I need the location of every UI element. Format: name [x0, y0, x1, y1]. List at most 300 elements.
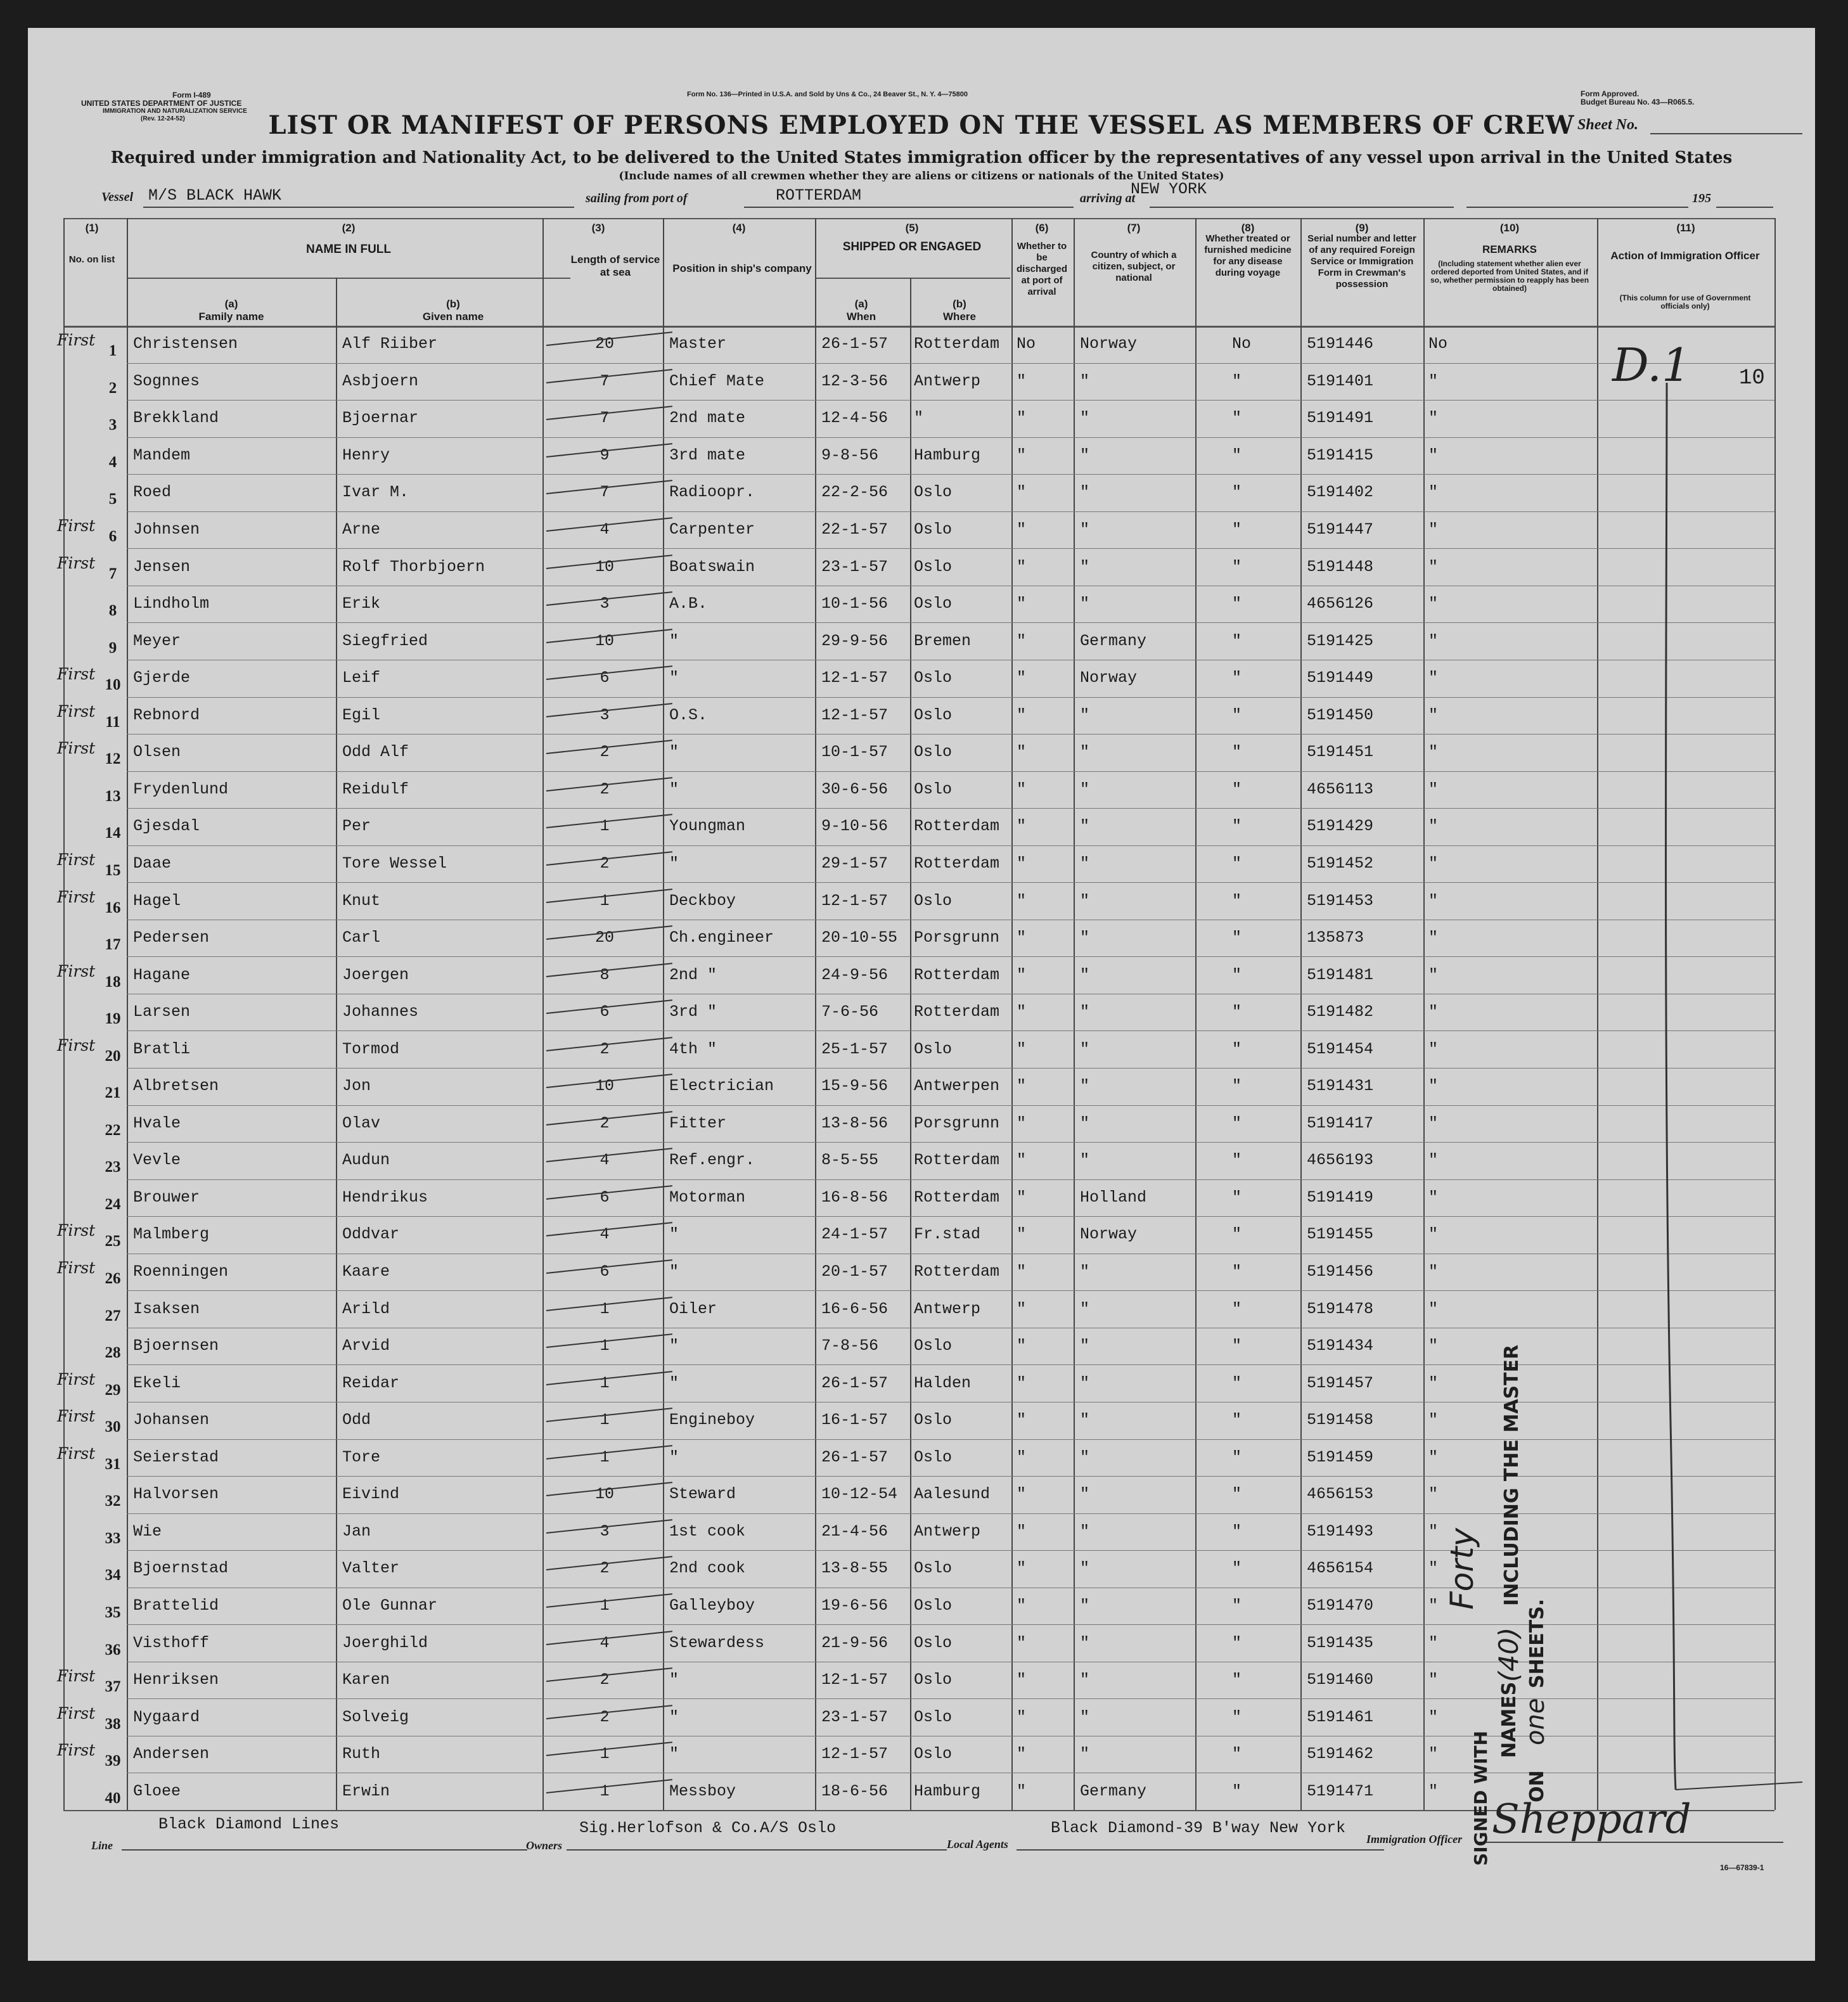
col5-number: (5) — [905, 222, 919, 234]
shipped-where: Oslo — [914, 1745, 953, 1764]
length-of-service: 1 — [600, 1337, 610, 1356]
discharged: " — [1017, 594, 1027, 613]
family-name: Hagel — [133, 891, 181, 910]
discharged: " — [1017, 1411, 1027, 1430]
remarks: " — [1428, 1707, 1439, 1726]
serial-number: 4656153 — [1307, 1485, 1374, 1504]
country: " — [1080, 371, 1090, 390]
given-name: Jon — [342, 1077, 371, 1096]
position: 3rd mate — [669, 446, 746, 465]
family-name: Halvorsen — [133, 1485, 219, 1504]
discharged: " — [1017, 1745, 1027, 1764]
position: Engineboy — [669, 1411, 755, 1430]
serial-number: 5191457 — [1307, 1373, 1374, 1392]
row-number: 15 — [105, 861, 121, 879]
remarks: " — [1428, 780, 1439, 799]
family-name: Brekkland — [133, 409, 219, 428]
position: " — [669, 1225, 679, 1244]
length-of-service: 3 — [600, 1522, 610, 1541]
serial-number: 5191452 — [1307, 854, 1374, 873]
shipped-when: 23-1-57 — [821, 1707, 889, 1726]
medicine: " — [1232, 705, 1242, 724]
family-name: Albretsen — [133, 1077, 219, 1096]
shipped-where: Oslo — [914, 1039, 953, 1058]
discharged: " — [1017, 780, 1027, 799]
col-given-name-header: (b) Given name — [422, 298, 484, 323]
shipped-when: 10-12-54 — [821, 1485, 898, 1504]
medicine: " — [1232, 1781, 1242, 1800]
given-name: Arne — [342, 520, 381, 539]
shipped-when: 13-8-55 — [821, 1559, 889, 1578]
serial-number: 5191401 — [1307, 371, 1374, 390]
vessel-name: M/S BLACK HAWK — [148, 186, 282, 205]
family-name: Vevle — [133, 1151, 181, 1170]
shipped-when: 23-1-57 — [821, 557, 889, 576]
remarks: " — [1428, 965, 1439, 984]
country: " — [1080, 1337, 1090, 1356]
shipped-when: 7-8-56 — [821, 1337, 879, 1356]
serial-number: 5191425 — [1307, 631, 1374, 650]
shipped-when: 10-1-57 — [821, 743, 889, 762]
medicine: " — [1232, 1299, 1242, 1318]
col-medicine-header: Whether treated or furnished medicine for any disease during voyage — [1204, 233, 1292, 278]
position: Boatswain — [669, 557, 755, 576]
printer-note: Form No. 136—Printed in U.S.A. and Sold by Uns & Co., 24 Beaver St., N. Y. 4—75800 — [687, 91, 968, 98]
serial-number: 5191450 — [1307, 705, 1374, 724]
medicine: " — [1232, 928, 1242, 947]
serial-number: 5191417 — [1307, 1113, 1374, 1133]
given-name: Reidar — [342, 1373, 400, 1392]
row-number: 18 — [105, 973, 121, 991]
country: " — [1080, 743, 1090, 762]
length-of-service: 4 — [600, 520, 610, 539]
row-number: 26 — [105, 1270, 121, 1288]
shipped-when: 13-8-56 — [821, 1113, 889, 1133]
medicine: " — [1232, 1262, 1242, 1281]
discharged: " — [1017, 1003, 1027, 1022]
family-name: Malmberg — [133, 1225, 210, 1244]
position: 4th " — [669, 1039, 717, 1058]
first-voyage-mark: First — [57, 1370, 96, 1389]
shipped-where: Oslo — [914, 1411, 953, 1430]
discharged: " — [1017, 1671, 1027, 1690]
given-name: Johannes — [342, 1003, 419, 1022]
country: Norway — [1080, 335, 1138, 354]
col4-number: (4) — [732, 222, 746, 234]
length-of-service: 2 — [600, 780, 610, 799]
family-name: Roenningen — [133, 1262, 229, 1281]
officer-mark: D.1 — [1612, 338, 1691, 392]
length-of-service: 1 — [600, 1411, 610, 1430]
remarks: " — [1428, 1188, 1439, 1207]
discharged: " — [1017, 1337, 1027, 1356]
given-name: Jan — [342, 1522, 371, 1541]
stamp-names: NAMES — [1498, 1681, 1520, 1758]
shipped-when: 16-1-57 — [821, 1411, 889, 1430]
discharged: " — [1017, 854, 1027, 873]
given-name: Erwin — [342, 1781, 390, 1800]
country: " — [1080, 1262, 1090, 1281]
position: Electrician — [669, 1077, 774, 1096]
sailing-from-label: sailing from port of — [586, 191, 688, 205]
family-name: Bratli — [133, 1039, 191, 1058]
shipped-where: Oslo — [914, 1447, 953, 1466]
family-name: Johnsen — [133, 520, 200, 539]
first-voyage-mark: First — [57, 1741, 96, 1760]
shipped-where: Rotterdam — [914, 1151, 1000, 1170]
shipped-where: Oslo — [914, 891, 953, 910]
remarks: " — [1428, 557, 1439, 576]
form-approved: Form Approved. — [1581, 89, 1639, 98]
discharged: " — [1017, 891, 1027, 910]
position: " — [669, 1447, 679, 1466]
position: " — [669, 1745, 679, 1764]
medicine: " — [1232, 594, 1242, 613]
family-name: Gjerde — [133, 669, 191, 688]
remarks: " — [1428, 409, 1439, 428]
country: " — [1080, 705, 1090, 724]
remarks: " — [1428, 594, 1439, 613]
discharged: " — [1017, 409, 1027, 428]
remarks: No — [1428, 335, 1448, 354]
country: " — [1080, 780, 1090, 799]
given-name: Tore Wessel — [342, 854, 447, 873]
family-name: Mandem — [133, 446, 191, 465]
family-name: Lindholm — [133, 594, 210, 613]
remarks: " — [1428, 446, 1439, 465]
country: " — [1080, 1151, 1090, 1170]
position: 3rd " — [669, 1003, 717, 1022]
row-number: 40 — [105, 1789, 121, 1807]
serial-number: 5191419 — [1307, 1188, 1374, 1207]
stamp-on: ON — [1526, 1770, 1548, 1802]
position: 2nd " — [669, 965, 717, 984]
page-title: LIST OR MANIFEST OF PERSONS EMPLOYED ON THE VESSEL AS MEMBERS OF CREW — [268, 110, 1575, 140]
shipped-when: 12-1-57 — [821, 1671, 889, 1690]
position: Fitter — [669, 1113, 727, 1133]
family-name: Ekeli — [133, 1373, 181, 1392]
year-prefix: 195 — [1692, 191, 1711, 205]
position: Messboy — [669, 1781, 736, 1800]
shipped-where: Halden — [914, 1373, 972, 1392]
first-voyage-mark: First — [57, 850, 96, 869]
length-of-service: 2 — [600, 1707, 610, 1726]
length-of-service: 10 — [594, 1485, 614, 1504]
serial-number: 5191459 — [1307, 1447, 1374, 1466]
position: Radioopr. — [669, 483, 755, 502]
first-voyage-mark: First — [57, 331, 96, 350]
shipped-where: Oslo — [914, 594, 953, 613]
col-remarks-header: REMARKS — [1482, 243, 1537, 255]
budget-number: Budget Bureau No. 43—R065.5. — [1581, 98, 1695, 106]
first-voyage-mark: First — [57, 1444, 96, 1463]
given-name: Leif — [342, 669, 381, 688]
shipped-where: Rotterdam — [914, 854, 1000, 873]
row-number: 7 — [108, 565, 117, 582]
medicine: " — [1232, 409, 1242, 428]
shipped-when: 24-1-57 — [821, 1225, 889, 1244]
form-number: Form I-489 — [172, 91, 211, 99]
discharged: " — [1017, 371, 1027, 390]
position: Chief Mate — [669, 371, 765, 390]
shipped-where: Oslo — [914, 1337, 953, 1356]
medicine: " — [1232, 1077, 1242, 1096]
position: Motorman — [669, 1188, 746, 1207]
shipped-when: 26-1-57 — [821, 335, 889, 354]
row-number: 20 — [105, 1047, 121, 1065]
length-of-service: 20 — [594, 928, 614, 947]
remarks: " — [1428, 1225, 1439, 1244]
country: " — [1080, 1447, 1090, 1466]
shipped-when: 18-6-56 — [821, 1781, 889, 1800]
shipped-where: Rotterdam — [914, 335, 1000, 354]
given-name: Carl — [342, 928, 381, 947]
shipped-where: Rotterdam — [914, 1003, 1000, 1022]
col-serial-header: Serial number and letter of any required Foreign Service or Immigration Form in Crewman's possession — [1307, 233, 1416, 290]
shipped-when: 22-2-56 — [821, 483, 889, 502]
medicine: " — [1232, 1671, 1242, 1690]
sheet-count: 10 — [1739, 366, 1765, 390]
shipped-when: 24-9-56 — [821, 965, 889, 984]
shipped-when: 26-1-57 — [821, 1373, 889, 1392]
col10-number: (10) — [1499, 222, 1520, 234]
col-position-header: Position in ship's company — [672, 262, 812, 274]
col-remarks-note: (Including statement whether alien ever ordered deported from United States, and if so, whether permission to reapply has been obtained) — [1430, 259, 1589, 293]
position: " — [669, 743, 679, 762]
length-of-service: 3 — [600, 594, 610, 613]
length-of-service: 1 — [600, 891, 610, 910]
shipped-where: Hamburg — [914, 446, 981, 465]
given-name: Hendrikus — [342, 1188, 428, 1207]
given-name: Joergen — [342, 965, 409, 984]
row-number: 28 — [105, 1344, 121, 1362]
shipped-where: Rotterdam — [914, 965, 1000, 984]
owners-label: Owners — [526, 1839, 563, 1852]
given-name: Alf Riiber — [342, 335, 438, 354]
family-name: Roed — [133, 483, 172, 502]
medicine: " — [1232, 1522, 1242, 1541]
shipped-when: 10-1-56 — [821, 594, 889, 613]
medicine: " — [1232, 817, 1242, 836]
first-voyage-mark: First — [57, 1259, 96, 1278]
remarks: " — [1428, 483, 1439, 502]
serial-number: 5191449 — [1307, 669, 1374, 688]
country: " — [1080, 1411, 1090, 1430]
vessel-label: Vessel — [101, 190, 133, 204]
remarks: " — [1428, 928, 1439, 947]
remarks: " — [1428, 1485, 1439, 1504]
shipped-when: 26-1-57 — [821, 1447, 889, 1466]
remarks: " — [1428, 371, 1439, 390]
shipped-when: 7-6-56 — [821, 1003, 879, 1022]
discharged: " — [1017, 705, 1027, 724]
length-of-service: 4 — [600, 1225, 610, 1244]
serial-number: 4656154 — [1307, 1559, 1374, 1578]
shipped-when: 19-6-56 — [821, 1596, 889, 1615]
serial-number: 5191493 — [1307, 1522, 1374, 1541]
remarks: " — [1428, 1299, 1439, 1318]
medicine: " — [1232, 891, 1242, 910]
medicine: " — [1232, 446, 1242, 465]
discharged: " — [1017, 1447, 1027, 1466]
department-name: UNITED STATES DEPARTMENT OF JUSTICE — [81, 99, 242, 108]
first-voyage-mark: First — [57, 1221, 96, 1240]
medicine: " — [1232, 1707, 1242, 1726]
position: Youngman — [669, 817, 746, 836]
given-name: Arild — [342, 1299, 390, 1318]
medicine: " — [1232, 1596, 1242, 1615]
length-of-service: 1 — [600, 817, 610, 836]
row-number: 14 — [105, 825, 121, 842]
shipped-when: 20-1-57 — [821, 1262, 889, 1281]
col-name-header: NAME IN FULL — [305, 243, 392, 256]
family-name: Daae — [133, 854, 172, 873]
discharged: " — [1017, 1113, 1027, 1133]
medicine: " — [1232, 1113, 1242, 1133]
serial-number: 4656193 — [1307, 1151, 1374, 1170]
medicine: " — [1232, 1633, 1242, 1652]
row-number: 39 — [105, 1752, 121, 1770]
shipped-where: Porsgrunn — [914, 1113, 1000, 1133]
service-name: IMMIGRATION AND NATURALIZATION SERVICE — [103, 108, 247, 115]
shipped-where: Antwerp — [914, 371, 981, 390]
serial-number: 5191446 — [1307, 335, 1374, 354]
col7-number: (7) — [1127, 222, 1141, 234]
col-no-on-list-header: No. on list — [68, 254, 115, 265]
shipped-when: 20-10-55 — [821, 928, 898, 947]
country: " — [1080, 557, 1090, 576]
family-name: Larsen — [133, 1003, 191, 1022]
first-voyage-mark: First — [57, 961, 96, 980]
row-number: 10 — [105, 676, 121, 694]
stamp-count-handwritten: (40) — [1493, 1627, 1524, 1682]
row-number: 36 — [105, 1641, 121, 1659]
shipped-where: Oslo — [914, 1671, 953, 1690]
medicine: " — [1232, 1039, 1242, 1058]
remarks: " — [1428, 1337, 1439, 1356]
country: " — [1080, 1596, 1090, 1615]
shipped-where: Oslo — [914, 669, 953, 688]
family-name: Frydenlund — [133, 780, 229, 799]
given-name: Olav — [342, 1113, 381, 1133]
discharged: " — [1017, 520, 1027, 539]
serial-number: 5191434 — [1307, 1337, 1374, 1356]
length-of-service: 7 — [600, 409, 610, 428]
family-name: Gloee — [133, 1781, 181, 1800]
position: A.B. — [669, 594, 708, 613]
given-name: Ole Gunnar — [342, 1596, 438, 1615]
page-subtitle: Required under immigration and Nationality Act, to be delivered to the United States immigration officer by the representatives of any vessel upon arrival in the United States — [110, 148, 1733, 167]
family-name: Nygaard — [133, 1707, 200, 1726]
discharged: " — [1017, 1633, 1027, 1652]
serial-number: 5191460 — [1307, 1671, 1374, 1690]
remarks: " — [1428, 1373, 1439, 1392]
given-name: Siegfried — [342, 631, 428, 650]
medicine: " — [1232, 520, 1242, 539]
medicine: " — [1232, 780, 1242, 799]
given-name: Rolf Thorbjoern — [342, 557, 485, 576]
remarks: " — [1428, 1633, 1439, 1652]
shipped-where: Oslo — [914, 1559, 953, 1578]
serial-number: 5191491 — [1307, 409, 1374, 428]
country: " — [1080, 409, 1090, 428]
family-name: Olsen — [133, 743, 181, 762]
discharged: " — [1017, 928, 1027, 947]
discharged: " — [1017, 817, 1027, 836]
medicine: " — [1232, 1151, 1242, 1170]
length-of-service: 6 — [600, 1003, 610, 1022]
medicine: " — [1232, 1337, 1242, 1356]
position: Carpenter — [669, 520, 755, 539]
col6-number: (6) — [1035, 222, 1049, 234]
serial-number: 5191415 — [1307, 446, 1374, 465]
length-of-service: 2 — [600, 1113, 610, 1133]
position: 2nd mate — [669, 409, 746, 428]
family-name: Isaksen — [133, 1299, 200, 1318]
family-name: Hagane — [133, 965, 191, 984]
medicine: " — [1232, 1485, 1242, 1504]
shipped-when: 22-1-57 — [821, 520, 889, 539]
arriving-at-label: arriving at — [1080, 191, 1136, 205]
length-of-service: 6 — [600, 1262, 610, 1281]
remarks: " — [1428, 631, 1439, 650]
country: Germany — [1080, 1781, 1147, 1800]
length-of-service: 1 — [600, 1596, 610, 1615]
length-of-service: 3 — [600, 705, 610, 724]
serial-number: 5191451 — [1307, 743, 1374, 762]
discharged: " — [1017, 631, 1027, 650]
remarks: " — [1428, 1077, 1439, 1096]
shipped-when: 30-6-56 — [821, 780, 889, 799]
immigration-officer-label: Immigration Officer — [1366, 1833, 1463, 1845]
serial-number: 5191454 — [1307, 1039, 1374, 1058]
serial-number: 5191478 — [1307, 1299, 1374, 1318]
length-of-service: 2 — [600, 854, 610, 873]
row-number: 35 — [105, 1603, 121, 1621]
sheet-number-label: Sheet No. — [1577, 117, 1638, 133]
remarks: " — [1428, 1522, 1439, 1541]
shipped-when: 12-1-57 — [821, 669, 889, 688]
stamp-including-master: INCLUDING THE MASTER — [1501, 1344, 1523, 1606]
shipped-where: Bremen — [914, 631, 972, 650]
discharged: " — [1017, 965, 1027, 984]
discharged: " — [1017, 483, 1027, 502]
given-name: Joerghild — [342, 1633, 428, 1652]
shipped-where: Oslo — [914, 520, 953, 539]
row-number: 9 — [108, 639, 117, 657]
family-name: Visthoff — [133, 1633, 210, 1652]
country: " — [1080, 928, 1090, 947]
length-of-service: 1 — [600, 1373, 610, 1392]
row-number: 6 — [108, 528, 117, 546]
medicine: " — [1232, 371, 1242, 390]
discharged: " — [1017, 446, 1027, 465]
medicine: " — [1232, 1559, 1242, 1578]
arriving-at-port: NEW YORK — [1131, 180, 1207, 198]
remarks: " — [1428, 1039, 1439, 1058]
serial-number: 5191435 — [1307, 1633, 1374, 1652]
shipped-where: Antwerp — [914, 1522, 981, 1541]
length-of-service: 8 — [600, 965, 610, 984]
shipped-when: 9-8-56 — [821, 446, 879, 465]
country: " — [1080, 1671, 1090, 1690]
row-number: 25 — [105, 1233, 121, 1250]
shipped-where: " — [914, 409, 924, 428]
length-of-service: 9 — [600, 446, 610, 465]
shipped-when: 29-1-57 — [821, 854, 889, 873]
country: " — [1080, 1559, 1090, 1578]
length-of-service: 1 — [600, 1447, 610, 1466]
